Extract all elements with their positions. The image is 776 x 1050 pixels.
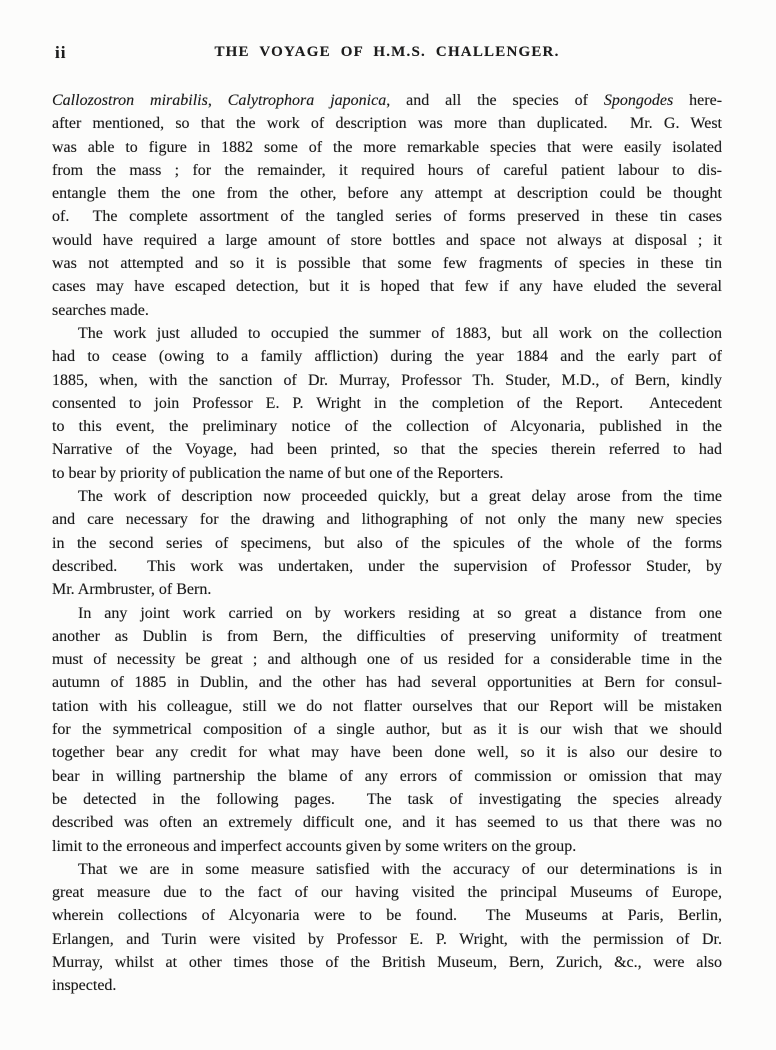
text-line xyxy=(52,881,722,904)
text-run: , and all the species of xyxy=(386,92,604,109)
text-line xyxy=(52,345,722,368)
text-run: The work of description now proceeded quickly, but a great delay arose from the time xyxy=(78,488,722,506)
text-run: here- xyxy=(673,92,722,109)
text-line xyxy=(52,275,722,298)
text-run: That we are in some measure satisfied with the accuracy of our determinations is in xyxy=(78,860,722,878)
text-line xyxy=(52,741,722,764)
text-line xyxy=(52,602,722,625)
text-line xyxy=(52,322,722,345)
text-line xyxy=(52,765,722,788)
text-line xyxy=(52,788,722,811)
text-line xyxy=(52,951,722,974)
species-name-italic: Calytrophora japonica xyxy=(227,92,387,109)
text-run: from the mass ; for the remainder, it required hours of careful patient labour to dis- xyxy=(52,161,722,179)
text-run: be detected in the following pages. The task of investigating the species already xyxy=(52,790,722,808)
text-line xyxy=(52,974,722,997)
text-line xyxy=(52,229,722,252)
paragraph xyxy=(52,602,722,858)
text-line xyxy=(52,112,722,135)
text-run: to bear by priority of publication the name of but one of the Reporters. xyxy=(52,464,504,482)
species-name-italic: Callozostron mirabilis xyxy=(52,92,208,109)
text-run: autumn of 1885 in Dublin, and the other has had several opportunities at Bern for consul- xyxy=(52,674,722,692)
text-line xyxy=(52,462,722,485)
text-line xyxy=(52,671,722,694)
text-run: , xyxy=(207,92,228,109)
text-run: had to cease (owing to a family affliction) during the year 1884 and the early part of xyxy=(52,348,722,366)
text-run: In any joint work carried on by workers residing at so great a distance from one xyxy=(78,604,722,622)
page-body xyxy=(52,89,722,998)
text-run: and care necessary for the drawing and lithographing of not only the many new species xyxy=(52,511,722,529)
text-run: limit to the erroneous and imperfect accounts given by some writers on the group. xyxy=(52,837,577,855)
text-run: to this event, the preliminary notice of the collection of Alcyonaria, published in the xyxy=(52,418,722,436)
text-line xyxy=(52,532,722,555)
text-line xyxy=(52,89,722,112)
text-run: was able to figure in 1882 some of the more remarkable species that were easily isolated xyxy=(52,138,722,156)
text-line xyxy=(52,648,722,671)
text-run: Erlangen, and Turin were visited by Professor E. P. Wright, with the permission of Dr. xyxy=(52,930,722,948)
text-line xyxy=(52,718,722,741)
text-run: described was often an extremely difficult one, and it has seemed to us that there was no xyxy=(52,814,722,832)
text-line xyxy=(52,485,722,508)
paragraph xyxy=(52,89,722,322)
text-run: for the symmetrical composition of a single author, but as it is our wish that we should xyxy=(52,721,722,739)
text-run: of. The complete assortment of the tangled series of forms preserved in these tin cases xyxy=(52,208,722,226)
paragraph xyxy=(52,485,722,601)
text-run: in the second series of specimens, but also of the spicules of the whole of the forms xyxy=(52,534,722,552)
text-run: great measure due to the fact of our having visited the principal Museums of Europe, xyxy=(52,884,722,902)
text-run: Narrative of the Voyage, had been printed, so that the species therein referred to had xyxy=(52,441,722,459)
text-run: consented to join Professor E. P. Wright in the completion of the Report. Antecedent xyxy=(52,394,722,412)
text-line xyxy=(52,555,722,578)
text-line xyxy=(52,159,722,182)
text-run: must of necessity be great ; and although one of us resided for a considerable time in the xyxy=(52,651,722,669)
text-line xyxy=(52,182,722,205)
text-line xyxy=(52,136,722,159)
paragraph xyxy=(52,858,722,998)
text-line xyxy=(52,252,722,275)
text-run: tation with his colleague, still we do not flatter ourselves that our Report will be mistaken xyxy=(52,697,722,715)
text-run: 1885, when, with the sanction of Dr. Murray, Professor Th. Studer, M.D., of Bern, kindly xyxy=(52,371,722,389)
text-run: together bear any credit for what may have been done well, so it is also our desire to xyxy=(52,744,722,762)
text-line xyxy=(52,438,722,461)
text-line xyxy=(52,811,722,834)
text-line xyxy=(52,835,722,858)
text-run: Mr. Armbruster, of Bern. xyxy=(52,581,212,599)
text-line xyxy=(52,205,722,228)
text-line xyxy=(52,369,722,392)
page-number: ii xyxy=(55,43,67,62)
text-line xyxy=(52,625,722,648)
running-title: THE VOYAGE OF H.M.S. CHALLENGER. xyxy=(214,44,560,60)
text-line xyxy=(52,578,722,601)
text-run: entangle them the one from the other, before any attempt at description could be thought xyxy=(52,185,722,203)
text-line xyxy=(52,695,722,718)
text-line xyxy=(52,299,722,322)
text-run: would have required a large amount of store bottles and space not always at disposal ; it xyxy=(52,231,722,249)
text-line xyxy=(52,508,722,531)
species-name-italic: Spongodes xyxy=(603,92,674,109)
text-line xyxy=(52,415,722,438)
text-run: Murray, whilst at other times those of the British Museum, Bern, Zurich, &c., were also xyxy=(52,953,722,971)
text-run: after mentioned, so that the work of description was more than duplicated. Mr. G. West xyxy=(52,115,722,133)
text-line xyxy=(52,928,722,951)
running-head xyxy=(52,42,722,64)
text-run: described. This work was undertaken, under the supervision of Professor Studer, by xyxy=(52,557,722,575)
paragraph xyxy=(52,322,722,485)
text-run: was not attempted and so it is possible that some few fragments of species in these tin xyxy=(52,255,722,273)
text-run: The work just alluded to occupied the summer of 1883, but all work on the collection xyxy=(78,324,722,342)
text-run: wherein collections of Alcyonaria were to be found. The Museums at Paris, Berlin, xyxy=(52,907,722,925)
text-run: cases may have escaped detection, but it is hoped that few if any have eluded the several xyxy=(52,278,722,296)
text-run: inspected. xyxy=(52,977,117,995)
text-run: another as Dublin is from Bern, the difficulties of preserving uniformity of treatment xyxy=(52,627,722,645)
text-line xyxy=(52,904,722,927)
text-run: searches made. xyxy=(52,301,149,319)
text-run: bear in willing partnership the blame of any errors of commission or omission that may xyxy=(52,767,722,785)
text-line xyxy=(52,858,722,881)
text-line xyxy=(52,392,722,415)
